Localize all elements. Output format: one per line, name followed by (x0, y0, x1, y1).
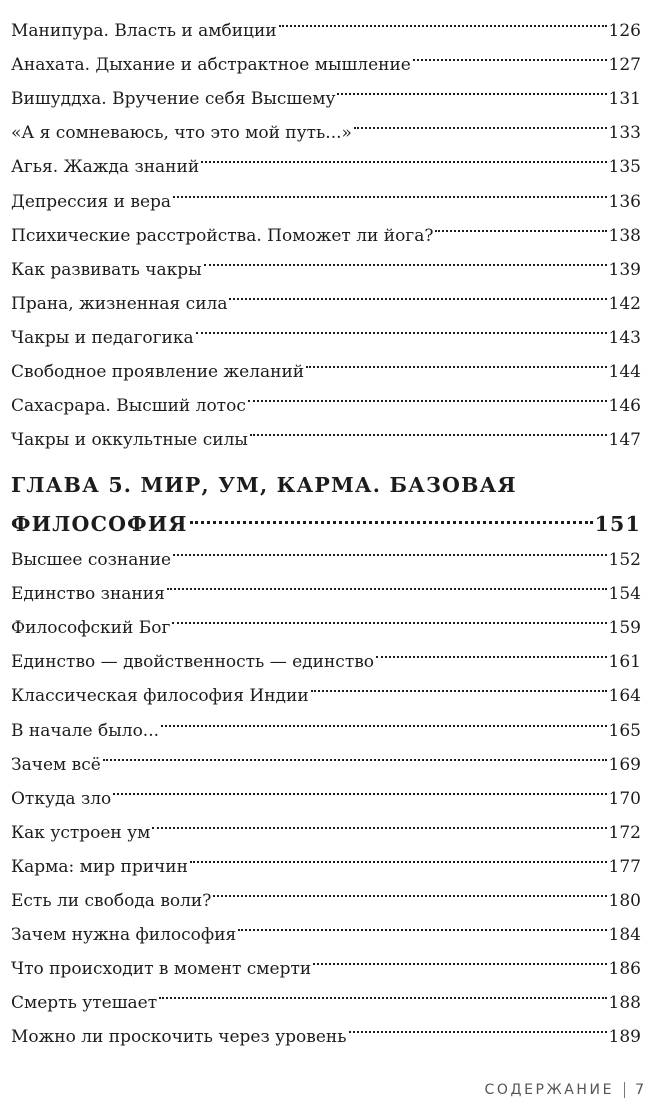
chapter-title-line1: ГЛАВА 5. МИР, УМ, КАРМА. БАЗОВАЯ (11, 473, 517, 497)
dot-leader (376, 633, 607, 667)
toc-section-chakras (11, 2, 641, 451)
toc-entry-page: 188 (608, 993, 641, 1014)
dot-leader (413, 36, 607, 70)
toc-entry-page: 136 (608, 191, 641, 212)
toc-entry-page: 170 (608, 788, 641, 809)
dot-leader (201, 138, 606, 172)
dot-leader (152, 804, 606, 838)
toc-entry-page: 143 (608, 327, 641, 348)
dot-leader (311, 667, 607, 701)
dot-leader (113, 770, 606, 804)
toc-entry-title: Анахата. Дыхание и абстрактное мышление (11, 55, 411, 76)
toc-entry-title: Классическая философия Индии (11, 686, 309, 707)
toc-entry-title: В начале было... (11, 720, 160, 741)
toc-entry-title: Высшее сознание (11, 550, 172, 571)
dot-leader (190, 501, 593, 531)
toc-entry-title: «А я сомневаюсь, что это мой путь...» (11, 123, 352, 144)
toc-entry-title: Агья. Жажда знаний (11, 157, 200, 178)
toc-entry-title: Прана, жизненная сила (11, 293, 228, 314)
toc-entry-page: 142 (608, 293, 641, 314)
toc-entry-title: Депрессия и вера (11, 191, 172, 212)
dot-leader (238, 906, 606, 940)
dot-leader (435, 207, 606, 241)
dot-leader (172, 599, 606, 633)
toc-entry-page: 180 (608, 891, 641, 912)
toc-entry-title: Как устроен ум (11, 822, 151, 843)
dot-leader (196, 309, 607, 343)
toc-entry-title: Единство — двойственность — единство (11, 652, 375, 673)
chapter-title-line2-row (11, 501, 641, 536)
toc-entry-title: Карма: мир причин (11, 856, 188, 877)
toc-entry-page: 144 (608, 362, 641, 383)
dot-leader (161, 701, 607, 735)
toc-entry-page: 133 (608, 123, 641, 144)
toc-entry-title: Чакры и оккультные силы (11, 430, 248, 451)
toc-entry-page: 159 (608, 618, 641, 639)
toc-entry-title: Как развивать чакры (11, 259, 202, 280)
chapter-heading[interactable] (11, 470, 641, 536)
dot-leader (173, 172, 607, 206)
toc-entry[interactable] (11, 770, 641, 809)
dot-leader (213, 872, 606, 906)
toc-entry-title: Вишуддха. Вручение себя Высшему (11, 89, 336, 110)
toc-entry-title: Сахасрара. Высший лотос (11, 396, 246, 417)
dot-leader (159, 974, 606, 1008)
toc-entry-title: Зачем всё (11, 754, 101, 775)
dot-leader (229, 275, 606, 309)
chapter-title-line2: ФИЛОСОФИЯ (11, 512, 188, 536)
toc-entry-title: Что происходит в момент смерти (11, 959, 312, 980)
toc-entry-title: Единство знания (11, 584, 165, 605)
toc-entry-title: Можно ли проскочить через уровень (11, 1027, 347, 1048)
toc-entry-page: 186 (608, 959, 641, 980)
dot-leader (349, 1008, 607, 1042)
toc-entry-page: 177 (608, 856, 641, 877)
toc-entry-page: 169 (608, 754, 641, 775)
page-number: 7 (635, 1082, 644, 1098)
running-header-label: СОДЕРЖАНИЕ (484, 1082, 615, 1098)
dot-leader (306, 343, 606, 377)
toc-entry-page: 135 (608, 157, 641, 178)
dot-leader (167, 565, 607, 599)
toc-entry[interactable] (11, 736, 641, 775)
toc-entry-title: Психические расстройства. Поможет ли йога? (11, 225, 434, 246)
toc-entry-title: Зачем нужна философия (11, 925, 237, 946)
toc-entry-page: 165 (608, 720, 641, 741)
dot-leader (204, 241, 607, 275)
toc-entry[interactable] (11, 531, 641, 571)
dot-leader (354, 104, 607, 138)
toc-entry-title: Откуда зло (11, 788, 112, 809)
dot-leader (250, 411, 607, 445)
toc-entry-title: Есть ли свобода воли? (11, 891, 212, 912)
toc-entry-page: 127 (608, 55, 641, 76)
toc-entry[interactable] (11, 2, 641, 42)
toc-entry-page: 164 (608, 686, 641, 707)
toc-entry-title: Смерть утешает (11, 993, 158, 1014)
toc-entry-page: 126 (608, 21, 641, 42)
toc-entry-page: 131 (608, 89, 641, 110)
toc-entry-page: 146 (608, 396, 641, 417)
toc-entry-title: Чакры и педагогика (11, 327, 194, 348)
toc-entry-title: Философский Бог (11, 618, 171, 639)
toc-entry-title: Манипура. Власть и амбиции (11, 21, 277, 42)
toc-entry-page: 184 (608, 925, 641, 946)
dot-leader (248, 377, 607, 411)
toc-entry-page: 138 (608, 225, 641, 246)
toc-entry-page: 172 (608, 822, 641, 843)
toc-entry-title: Свободное проявление желаний (11, 362, 305, 383)
toc-entry-page: 154 (608, 584, 641, 605)
dot-leader (313, 940, 606, 974)
chapter-page: 151 (594, 512, 641, 536)
toc-section-philosophy (11, 531, 641, 1048)
toc-entry-page: 152 (608, 550, 641, 571)
dot-leader (190, 838, 607, 872)
toc-entry-page: 139 (608, 259, 641, 280)
footer-separator (624, 1082, 625, 1098)
toc-entry-page: 189 (608, 1027, 641, 1048)
toc-entry-page: 161 (608, 652, 641, 673)
dot-leader (103, 736, 607, 770)
dot-leader (173, 531, 606, 565)
toc-entry-page: 147 (608, 430, 641, 451)
dot-leader (337, 70, 606, 104)
page-footer (485, 1082, 644, 1098)
dot-leader (279, 2, 607, 36)
